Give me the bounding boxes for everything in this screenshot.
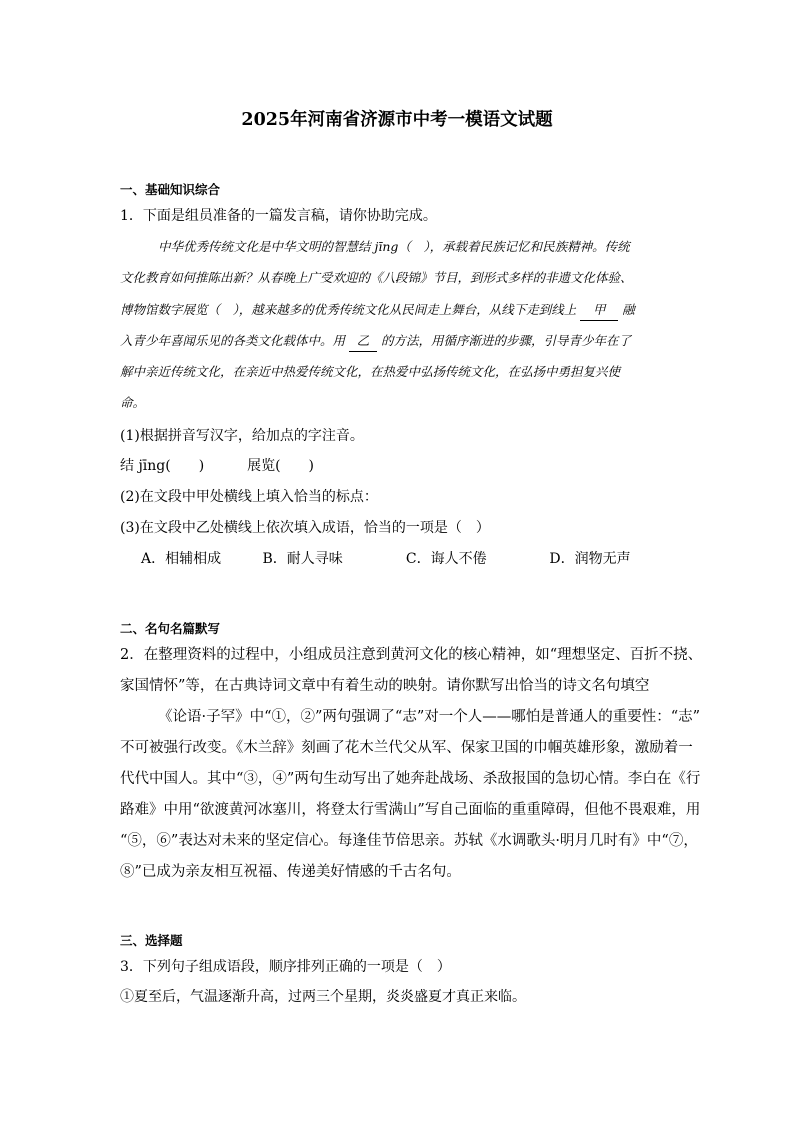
option-b: B．耐人寻味 xyxy=(262,551,343,567)
section-heading-basic-knowledge: 一、基础知识综合 xyxy=(120,182,221,197)
sub-question-3: (3)在文段中乙处横线上依次填入成语，恰当的一项是（ ） xyxy=(120,520,490,536)
sub-question-1: (1)根据拼音写汉字，给加点的字注音。 xyxy=(120,428,364,444)
blank-zhanlan: 展览( ) xyxy=(247,458,315,474)
blank-yi: 乙 xyxy=(349,331,377,352)
sub-question-1-blanks xyxy=(120,456,314,476)
poem-paragraph-line-6: ⑧”已成为亲友相互祝福、传递美好情感的千古名句。 xyxy=(120,864,461,880)
question-3-sentence-1: ①夏至后，气温逐渐升高，过两三个星期，炎炎盛夏才真正来临。 xyxy=(120,989,526,1005)
option-c: C．诲人不倦 xyxy=(405,551,487,567)
passage-line-5: 解中亲近传统文化，在亲近中热爱传统文化，在热爱中弘扬传统文化，在弘扬中勇担复兴使 xyxy=(120,364,621,379)
poem-paragraph-line-3: 代代中国人。其中“③，④”两句生动写出了她奔赴战场、杀敌报国的急切心情。李白在《行 xyxy=(120,771,701,787)
passage-line-4-post: 的方法，用循序渐进的步骤，引导青少年在了 xyxy=(380,333,631,348)
poem-paragraph-line-5: “⑤，⑥”表达对未来的坚定信心。每逢佳节倍思亲。苏轼《水调歌头·明月几时有》中“⑦， xyxy=(120,833,698,849)
question-3-stem: 3．下列句子组成语段，顺序排列正确的一项是（ ） xyxy=(120,959,451,975)
passage-line-4 xyxy=(120,331,631,352)
poem-paragraph-line-4: 路难》中用“欲渡黄河冰塞川，将登太行雪满山”写自己面临的重重障碍，但他不畏艰难，用 xyxy=(120,802,701,818)
passage-line-6: 命。 xyxy=(120,395,146,410)
passage-line-3-end: 融 xyxy=(622,302,635,317)
poem-paragraph-line-2: 不可被强行改变。《木兰辞》刻画了花木兰代父从军、保家卫国的巾帼英雄形象，激励着一 xyxy=(120,740,693,756)
passage-line-3 xyxy=(120,300,635,321)
passage-line-3-text: 博物馆数字展览（ ），越来越多的优秀传统文化从民间走上舞台，从线下走到线上 xyxy=(120,302,577,317)
option-d: D．润物无声 xyxy=(549,551,631,567)
question-2-line-2: 家国情怀”等，在古典诗词文章中有着生动的映射。请你默写出恰当的诗文名句填空 xyxy=(120,678,650,694)
question-1-stem: 1．下面是组员准备的一篇发言稿，请你协助完成。 xyxy=(120,208,437,224)
option-a: A．相辅相成 xyxy=(141,551,222,567)
section-heading-choice: 三、选择题 xyxy=(120,933,183,948)
passage-line-4-pre: 入青少年喜闻乐见的各类文化载体中。用 xyxy=(120,333,346,348)
document-title: 2025年河南省济源市中考一模语文试题 xyxy=(241,110,553,130)
question-2-line-1: 2．在整理资料的过程中，小组成员注意到黄河文化的核心精神，如“理想坚定、百折不挠、 xyxy=(120,647,703,663)
blank-jia: 甲 xyxy=(580,300,618,321)
blank-jing: 结 jīng( ) xyxy=(120,458,205,474)
poem-paragraph-line-1: 《论语·子罕》中“①，②”两句强调了“志”对一个人——哪怕是普通人的重要性：“志” xyxy=(158,709,701,725)
passage-line-2: 文化教育如何推陈出新？从春晚上广受欢迎的《八段锦》节目，到形式多样的非遗文化体验、 xyxy=(120,270,633,285)
sub-question-2: (2)在文段中甲处横线上填入恰当的标点： xyxy=(120,489,378,505)
passage-line-1: 中华优秀传统文化是中华文明的智慧结 jīng（ ），承载着民族记忆和民族精神。传统 xyxy=(158,239,630,254)
section-heading-recitation: 二、名句名篇默写 xyxy=(120,621,221,636)
answer-options xyxy=(141,549,631,569)
